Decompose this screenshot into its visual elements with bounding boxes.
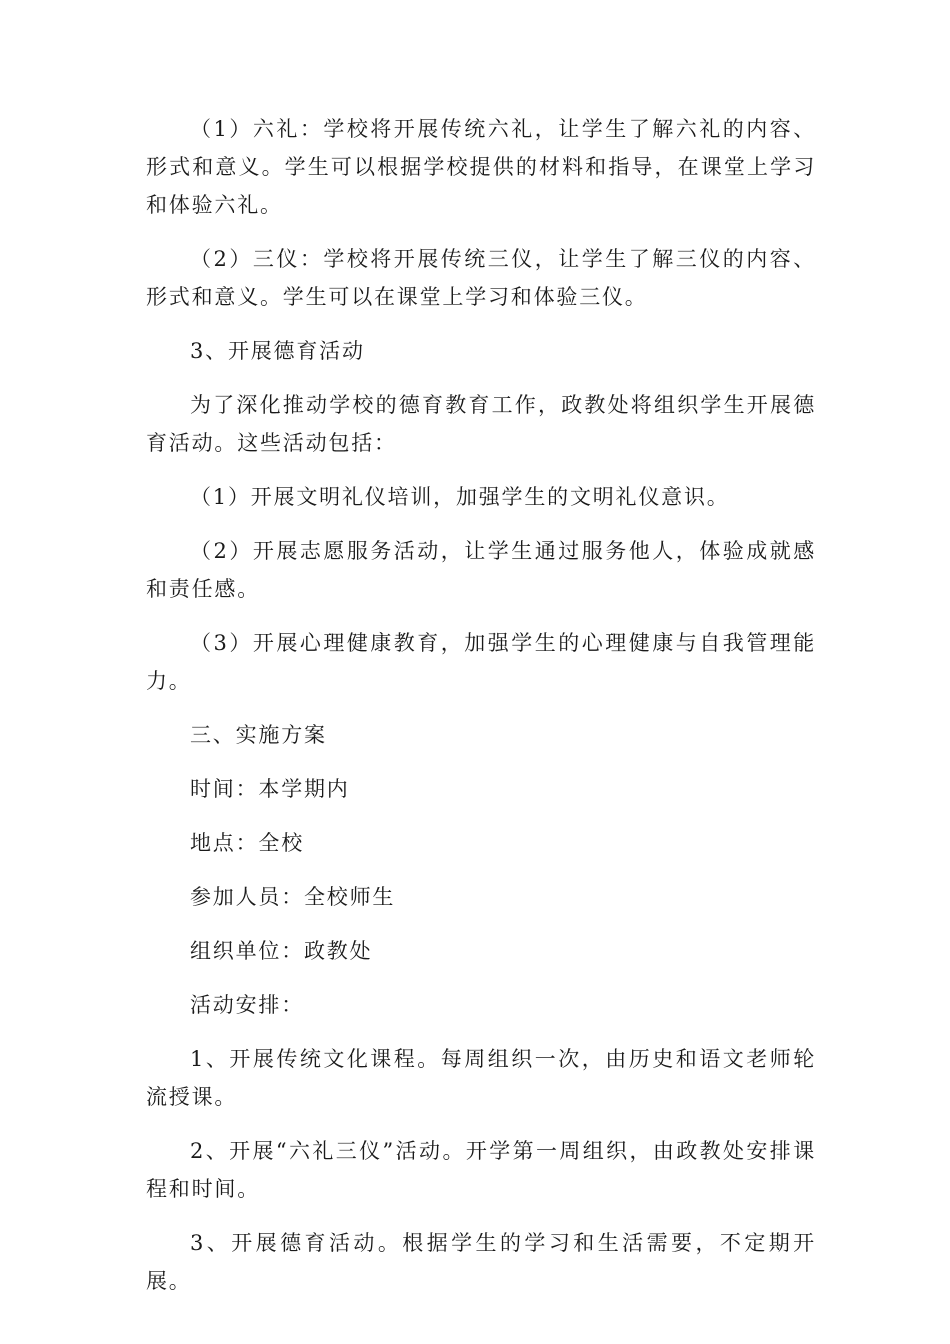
section-heading-moral-activities: 3、开展德育活动	[190, 339, 365, 363]
section-heading-implementation: 三、实施方案	[190, 723, 327, 747]
paragraph-mental-health: （3）开展心理健康教育，加强学生的心理健康与自我管理能力。	[146, 631, 816, 693]
paragraph-participants: 参加人员：全校师生	[190, 885, 396, 909]
paragraph-arrangement-label: 活动安排：	[190, 993, 304, 1017]
paragraph-moral-intro: 为了深化推动学校的德育教育工作，政教处将组织学生开展德育活动。这些活动包括：	[146, 393, 816, 455]
paragraph-volunteer-service: （2）开展志愿服务活动，让学生通过服务他人，体验成就感和责任感。	[146, 539, 816, 601]
paragraph-etiquette-training: （1）开展文明礼仪培训，加强学生的文明礼仪意识。	[190, 485, 730, 509]
paragraph-time: 时间：本学期内	[190, 777, 350, 801]
paragraph-arrangement-2: 2、开展“六礼三仪”活动。开学第一周组织，由政教处安排课程和时间。	[146, 1139, 816, 1201]
paragraph-arrangement-3: 3、开展德育活动。根据学生的学习和生活需要，不定期开展。	[146, 1231, 816, 1293]
paragraph-location: 地点：全校	[190, 831, 304, 855]
paragraph-six-rites: （1）六礼：学校将开展传统六礼，让学生了解六礼的内容、形式和意义。学生可以根据学校提供的材料和指导，在课堂上学习和体验六礼。	[146, 117, 816, 217]
document-body	[146, 110, 816, 1300]
paragraph-arrangement-1: 1、开展传统文化课程。每周组织一次，由历史和语文老师轮流授课。	[146, 1047, 816, 1109]
paragraph-three-ceremonies: （2）三仪：学校将开展传统三仪，让学生了解三仪的内容、形式和意义。学生可以在课堂上学习和体验三仪。	[146, 247, 816, 309]
paragraph-organizer: 组织单位：政教处	[190, 939, 373, 963]
